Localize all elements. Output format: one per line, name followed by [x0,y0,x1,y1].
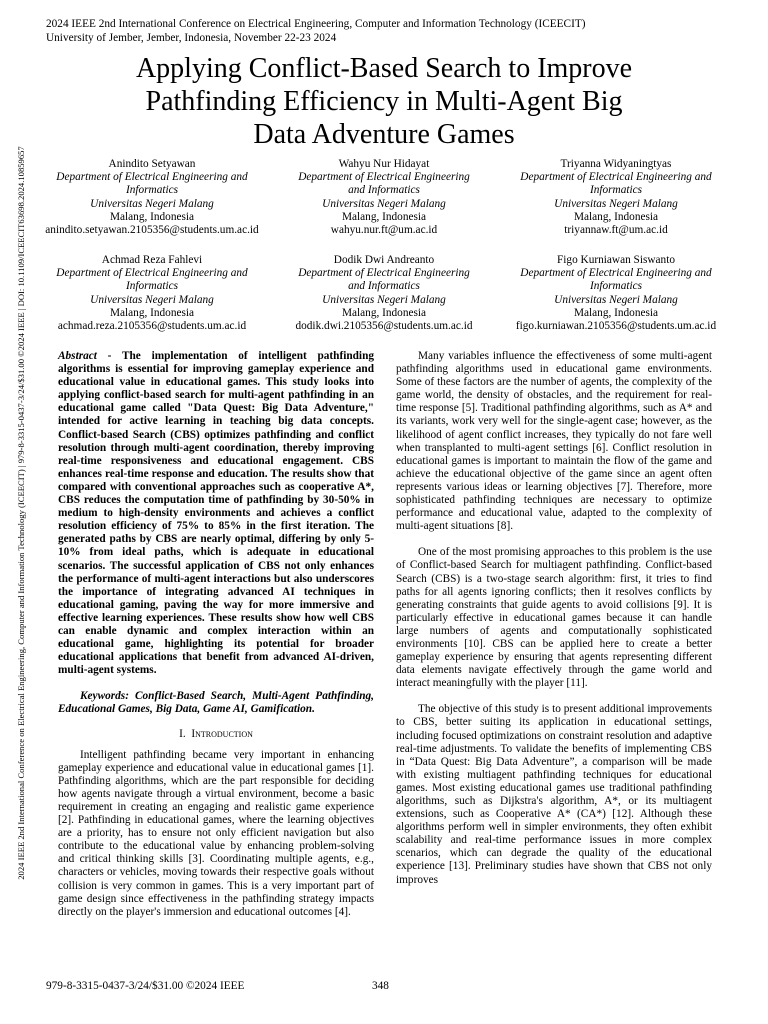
abstract-label: Abstract [58,350,97,362]
right-column [396,350,712,887]
conference-name: 2024 IEEE 2nd International Conference on Electrical Engineering, Computer and Information Technology (ICEECIT) [46,18,586,30]
author-dept: Informatics [589,280,643,293]
author-city: Malang, Indonesia [109,210,195,223]
author-university: Universitas Negeri Malang [90,197,214,210]
paper-title [60,52,708,151]
page-number: 348 [372,980,389,992]
body-paragraph: The objective of this study is to present additional improvements to CBS, better suiting its application in educational settings, including focused optimizations on constraint resolution and adaptive real-time adjustments. To validate the benefits of implementing CBS in “Data Quest: Big Data Adventure”, a comparison will be made with existing multiagent pathfinding techniques for educational games. Most existing educational games use traditional pathfinding algorithms, such as Dijkstra's algorithm, A*, or its multiagent extensions, such as Cooperative A* (CA*) [12]. Although these algorithms perform well in simpler environments, they often exhibit scalability and real-time performance issues in more complex scenarios, which can degrade the quality of the educational experience [13]. Preliminary studies have shown that CBS not only improves [396,703,712,886]
author-block [36,254,268,333]
author-name: Wahyu Nur Hidayat [338,158,430,170]
sidebar-citation-text: 2024 IEEE 2nd International Conference on Electrical Engineering, Computer and Information Technology (ICEECIT) | 979-8-3315-0437-3/24/$31.00 ©2024 IEEE | DOI: 10.1109/ICEECIT63698.2024.10859657 [16,146,26,880]
author-university: Universitas Negeri Malang [554,293,678,306]
abstract [58,350,374,677]
author-city: Malang, Indonesia [573,306,659,319]
section-number: I. [179,727,186,740]
author-block [500,254,732,333]
author-dept: Department of Electrical Engineering and [520,171,712,184]
author-dept: Department of Electrical Engineering [298,267,470,280]
author-dept: Department of Electrical Engineering and [520,267,712,280]
keywords: Keywords: Conflict-Based Search, Multi-Agent Pathfinding, Educational Games, Big Data, Game AI, Gamification. [58,690,374,716]
sidebar-citation [3,100,39,926]
author-name: Triyanna Widyaningtyas [560,158,672,170]
author-email[interactable]: dodik.dwi.2105356@students.um.ac.id [295,320,473,333]
conference-venue: University of Jember, Jember, Indonesia, November 22-23 2024 [46,31,337,44]
author-email[interactable]: wahyu.nur.ft@um.ac.id [330,224,438,237]
author-dept: Department of Electrical Engineering and [56,267,248,280]
title-line: Applying Conflict-Based Search to Improve [135,53,633,84]
author-university: Universitas Negeri Malang [554,197,678,210]
author-name: Dodik Dwi Andreanto [333,254,435,266]
author-city: Malang, Indonesia [341,210,427,223]
author-dept: Department of Electrical Engineering and [56,171,248,184]
author-name: Anindito Setyawan [108,158,196,170]
author-email[interactable]: achmad.reza.2105356@students.um.ac.id [57,320,247,333]
author-dept: Informatics [589,184,643,197]
author-university: Universitas Negeri Malang [90,293,214,306]
body-paragraph: Intelligent pathfinding became very important in enhancing gameplay experience and educational value in educational games [1]. Pathfinding algorithms, which are the part responsible for deciding how agents navigate through a virtual environment, become a basic requirement in creating an engaging and realistic game experience [2]. Pathfinding in educational games, where the learning objectives are a priority, has to ensure not only efficient navigation but also contribute to the educational value by enhancing problem-solving and critical thinking skills [3]. Coordinating multiple agents, e.g., characters or vehicles, moving towards their respective goals without collision is very common in games. This is a very important part of game design since effectiveness in the pathfinding strategy impacts directly on the player's immersion and educational outcomes [4]. [58,748,374,918]
abstract-text: - The implementation of intelligent pathfinding algorithms is essential for improving gameplay experience and educational value in educational games. This study looks into applying conflict-based search for multi-agent pathfinding in an educational game called "Data Quest: Big Data Adventure," intended for active learning in teaching big data concepts. Conflict-based Search (CBS) optimizes pathfinding and conflict resolution through multi-agent coordination, thereby improving real-time responsiveness and educational engagement. CBS enhances real-time response and education. The results show that compared with conventional approaches such as cooperative A*, CBS reduces the computation time of pathfinding by 30-50% in medium to high-density environments and achieves a conflict resolution efficiency of 75% to 85% in the first iteration. The generated paths by CBS are nearly optimal, differing by only 5-10% from ideal paths, which is adequate in educational scenarios. The successful application of CBS not only enhances the performance of multi-agent interactions but also underscores the importance of integrating advanced AI techniques in educational gaming, paving the way for more immersive and effective learning experiences. These results show how well CBS can enable dynamic and complex interaction within an educational game, highlighting its potential for broader educational applications that benefit from advanced AI-driven, multi-agent systems. [58,350,374,677]
author-block [268,254,500,333]
author-dept: and Informatics [348,280,420,293]
section-title-rest: ntroduction [195,727,253,740]
left-column [58,350,374,919]
author-block [36,158,268,237]
title-line: Data Adventure Games [253,119,515,150]
author-dept: Informatics [125,184,179,197]
title-line: Pathfinding Efficiency in Multi-Agent Big [145,86,623,117]
conference-header [46,18,736,45]
body-paragraph: Many variables influence the effectiveness of some multi-agent pathfinding algorithms used in educational game environments. Some of these factors are the number of agents, the complexity of the game world, the density of obstacles, and the requirement for real-time response [5]. Traditional pathfinding algorithms, such as A* and its variants, work very well for the single-agent case; however, as the likelihood of agent conflict increases, they typically do not fare well when transplanted to multi-agent settings [6]. Conflict resolution in educational games is important to maintain the flow of the game and achieve the educational objective of the game since an agent often represents various ideas or learning objectives [7]. Therefore, more sophisticated pathfinding techniques are necessary to optimize performance and educational value, adapted to the complexity of multi-agent situations [8]. [396,350,712,533]
author-name: Figo Kurniawan Siswanto [557,254,675,266]
author-dept: and Informatics [348,184,420,197]
author-email[interactable]: triyannaw.ft@um.ac.id [564,224,668,237]
author-dept: Department of Electrical Engineering [298,171,470,184]
author-block [268,158,500,237]
author-university: Universitas Negeri Malang [322,197,446,210]
author-city: Malang, Indonesia [573,210,659,223]
section-title-initial: I [191,727,196,740]
body-paragraph: One of the most promising approaches to this problem is the use of Conflict-based Search for multiagent pathfinding. Conflict-based Search (CBS) is a two-stage search algorithm: first, it tries to find paths for all agents ignoring conflicts; then it resolves conflicts by generating constraints that guide agents to avoid collisions [9]. It is particularly effective in educational games because it can handle large numbers of agents and computationally sophisticated environments [10]. CBS can be applied here to create a better gameplay experience by ensuring that agents representing different data elements navigate effectively through the game world and interact meaningfully with the player [11]. [396,546,712,690]
author-city: Malang, Indonesia [341,306,427,319]
footer-copyright: 979-8-3315-0437-3/24/$31.00 ©2024 IEEE [46,980,245,992]
author-block [500,158,732,237]
author-email[interactable]: anindito.setyawan.2105356@students.um.ac.id [45,224,259,237]
author-email[interactable]: figo.kurniawan.2105356@students.um.ac.id [515,320,717,333]
author-dept: Informatics [125,280,179,293]
section-heading [58,728,374,741]
author-city: Malang, Indonesia [109,306,195,319]
author-name: Achmad Reza Fahlevi [101,254,203,266]
author-university: Universitas Negeri Malang [322,293,446,306]
